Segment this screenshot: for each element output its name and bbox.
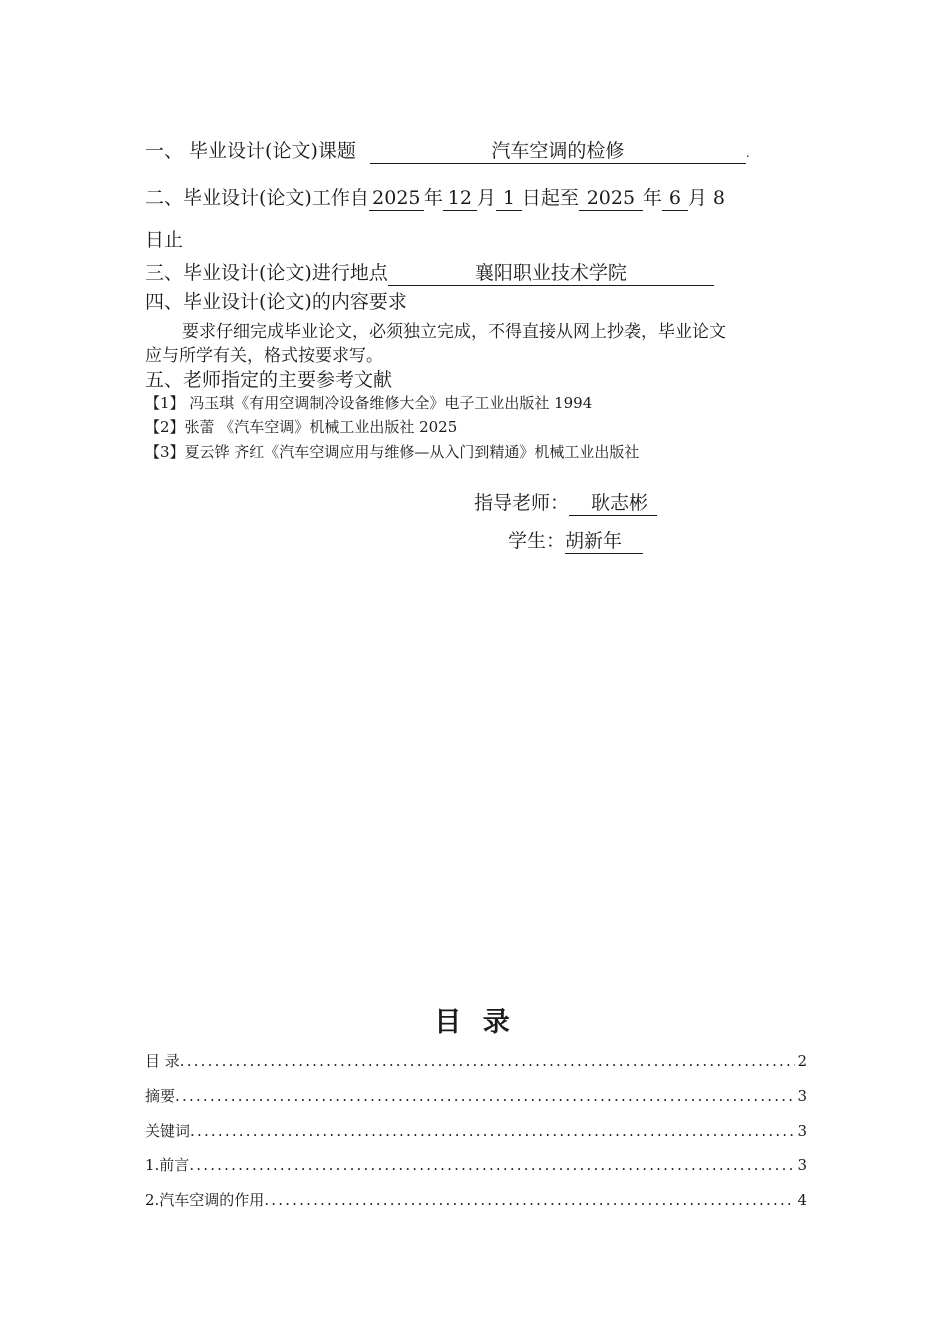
toc-entry-label: 1.前言 (145, 1156, 190, 1174)
thesis-place: 襄阳职业技术学院 (388, 263, 714, 286)
start-year: 2025 (369, 188, 424, 211)
advisor-name: 耿志彬 (569, 493, 657, 516)
requirements-line1: 要求仔细完成毕业论文，必须独立完成，不得直接从网上抄袭，毕业论文 (182, 322, 726, 342)
toc-entry-page: 3 (797, 1087, 807, 1105)
section3-line (145, 258, 714, 286)
section5-label: 五、老师指定的主要参考文献 (145, 369, 393, 391)
end-year: 2025 (579, 188, 643, 211)
toc-entry[interactable] (145, 1154, 807, 1175)
toc-entry-label: 摘要 (145, 1087, 176, 1105)
start-month: 12 (443, 188, 477, 211)
advisor-label: 指导老师： (474, 492, 570, 514)
toc-entry-label: 关键词 (145, 1122, 191, 1140)
toc-entry[interactable] (145, 1189, 807, 1210)
section3-label: 三、毕业设计(论文)进行地点 (145, 262, 388, 284)
requirements-line2: 应与所学有关，格式按要求写。 (145, 346, 383, 366)
thesis-topic: 汽车空调的检修 (370, 141, 746, 164)
day-to: 日起至 (521, 187, 579, 209)
section1-label: 一、 毕业设计(论文)课题 (145, 140, 356, 162)
month-char: 月 (476, 187, 496, 209)
toc-entry-label: 目 录 (145, 1052, 180, 1070)
section1-line: 一、 毕业设计(论文)课题 汽车空调的检修 . (145, 140, 750, 162)
toc-entry[interactable] (145, 1050, 807, 1071)
toc-entry-page: 4 (797, 1191, 807, 1209)
toc-entry-label: 2.汽车空调的作用 (145, 1191, 265, 1209)
toc-entry-page: 3 (797, 1156, 807, 1174)
end-month: 6 (662, 188, 688, 211)
toc-leader (264, 1191, 795, 1209)
student-name: 胡新年 (565, 531, 643, 554)
toc-leader (175, 1087, 795, 1105)
section2-line (145, 183, 725, 211)
toc-leader (190, 1122, 795, 1140)
reference-3: 【3】夏云铧 齐红《汽车空调应用与维修—从入门到精通》机械工业出版社 (145, 443, 640, 461)
start-day: 1 (496, 188, 522, 211)
year-char: 年 (423, 187, 443, 209)
toc-entry[interactable] (145, 1120, 807, 1141)
section4-label: 四、毕业设计(论文)的内容要求 (145, 291, 407, 313)
student-line (508, 526, 643, 554)
toc-title: 目 录 (434, 1007, 516, 1038)
section2-tail: 日止 (145, 229, 184, 251)
toc-entry[interactable] (145, 1085, 807, 1106)
advisor-line (474, 488, 657, 516)
toc-leader (189, 1156, 795, 1174)
toc-entry-page: 3 (797, 1122, 807, 1140)
toc-entry-page: 2 (797, 1052, 807, 1070)
year-char-2: 年 (642, 187, 662, 209)
reference-2: 【2】张蕾 《汽车空调》机械工业出版社 2025 (145, 418, 458, 436)
end-day: 月 8 (687, 187, 726, 209)
student-label: 学生： (508, 530, 566, 552)
toc-leader (180, 1052, 796, 1070)
reference-1: 【1】 冯玉琪《有用空调制冷设备维修大全》电子工业出版社 1994 (145, 394, 593, 412)
section2-label: 二、毕业设计(论文)工作自 (145, 187, 369, 209)
